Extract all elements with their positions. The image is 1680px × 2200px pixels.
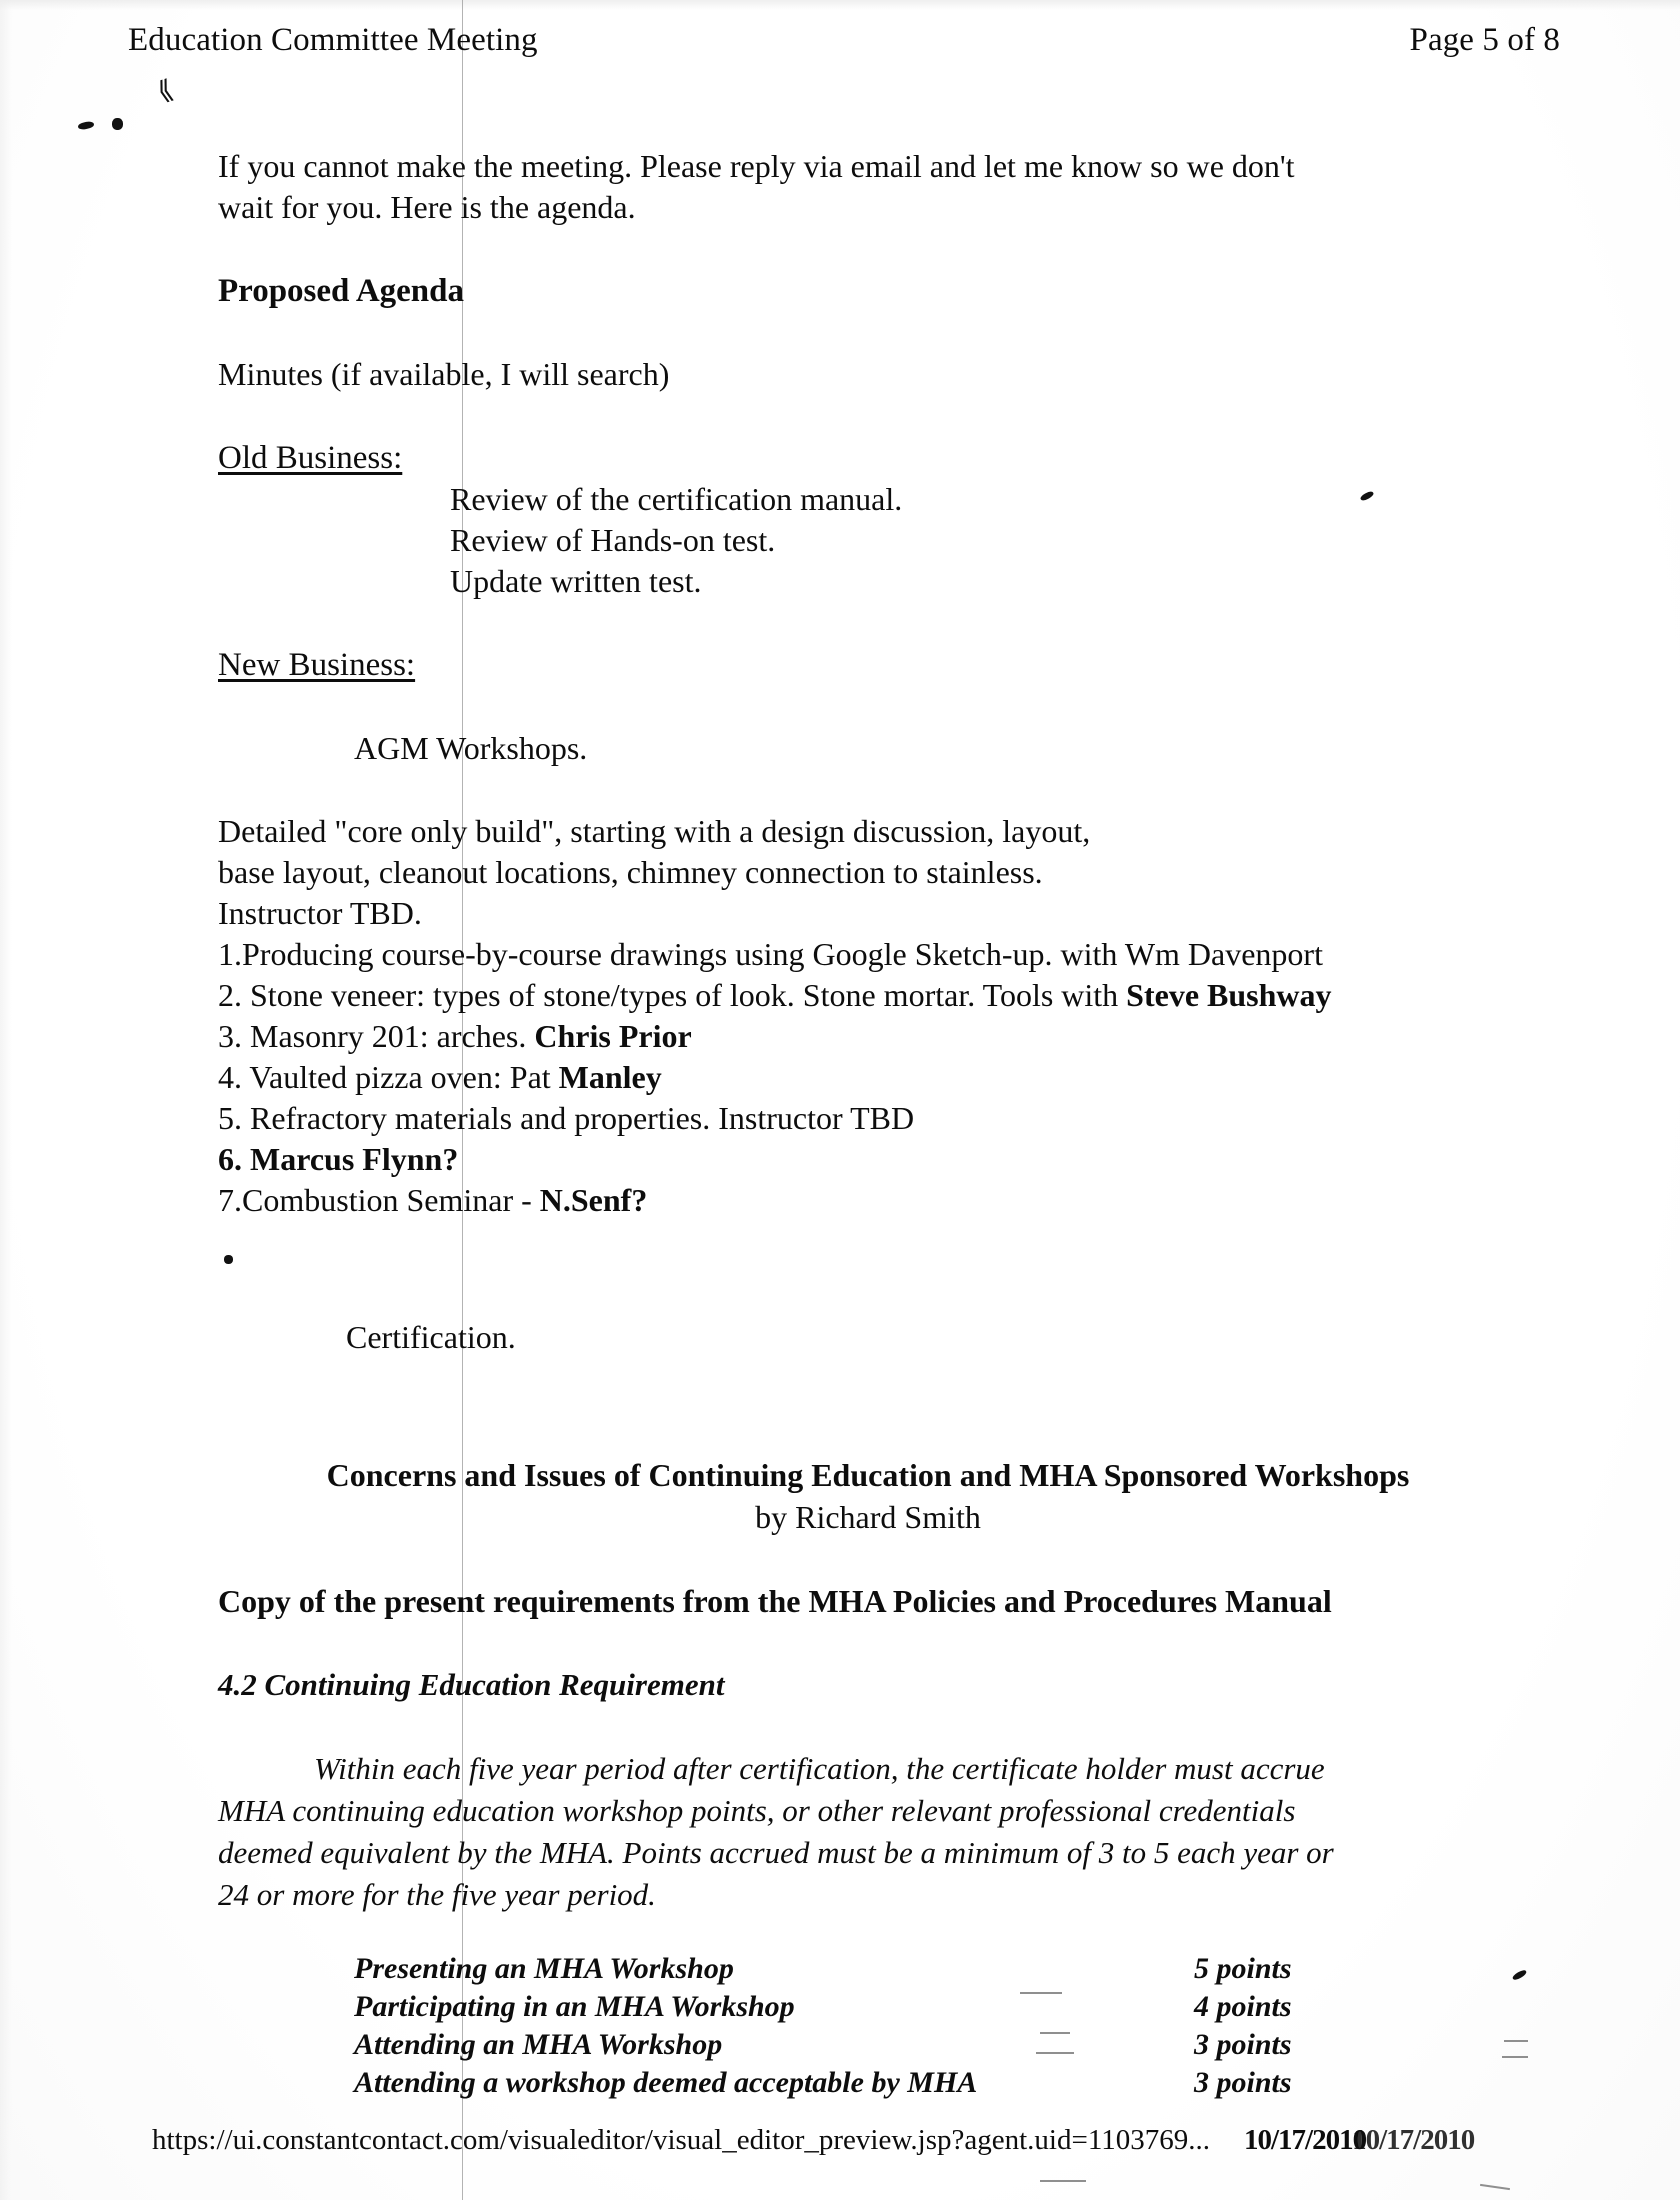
old-business-item: Review of the certification manual. — [450, 481, 903, 517]
old-business-heading: Old Business: — [218, 440, 403, 476]
minutes-line: Minutes (if available, I will search) — [218, 356, 670, 392]
detail-line-1: Detailed "core only build", starting with a design discussion, layout, — [218, 813, 1091, 849]
workshop-item-number: 1. — [218, 936, 242, 972]
scan-speck-2 — [112, 118, 123, 130]
intro-line-1: If you cannot make the meeting. Please reply via email and let me know so we don't — [218, 148, 1295, 184]
workshop-item-text: Stone veneer: types of stone/types of look. Stone mortar. Tools with — [250, 977, 1127, 1013]
workshop-item-number: 3. — [218, 1018, 250, 1054]
page-number: Page 5 of 8 — [1409, 22, 1560, 58]
intro-paragraph — [218, 146, 1518, 228]
scan-edge-shadow-top — [0, 0, 1680, 10]
workshop-item-6 — [218, 1139, 1518, 1180]
stray-pen-mark-1: ⟪ — [153, 74, 177, 107]
section-4-2-heading: 4.2 Continuing Education Requirement — [218, 1667, 725, 1702]
points-value: 4 points — [1194, 1990, 1292, 2023]
workshop-item-4 — [218, 1057, 1518, 1098]
points-value: 3 points — [1194, 2028, 1292, 2061]
old-business-item: Update written test. — [450, 563, 702, 599]
concerns-byline: by Richard Smith — [755, 1499, 981, 1535]
workshop-item-5 — [218, 1098, 1518, 1139]
scan-dash-7 — [1480, 2184, 1510, 2190]
workshop-item-text: Vaulted pizza oven: Pat — [249, 1059, 559, 1095]
old-business-item: Review of Hands-on test. — [450, 522, 776, 558]
document-body — [218, 146, 1518, 2102]
workshop-item-7 — [218, 1180, 1518, 1221]
footer-date-stamp — [1244, 2124, 1488, 2156]
workshop-item-number: 6. — [218, 1141, 250, 1177]
table-row — [354, 2064, 1374, 2102]
quote-line-4: 24 or more for the five year period. — [218, 1877, 656, 1912]
workshop-item-presenter: N.Senf? — [539, 1182, 648, 1218]
quote-text: Within each five year period after certification, the certificate holder must accrue — [314, 1751, 1325, 1786]
workshop-item-text: Combustion Seminar - — [242, 1182, 540, 1218]
workshop-item-2 — [218, 975, 1518, 1016]
workshop-item-number: 5. — [218, 1100, 250, 1136]
workshop-item-1 — [218, 934, 1518, 975]
footer-date-stamp-ghost: 10/17/2010 — [1352, 2124, 1475, 2156]
scan-edge-shadow-left — [0, 0, 12, 2200]
workshop-item-presenter: Manley — [558, 1059, 662, 1095]
workshop-item-text: Producing course-by-course drawings using Google Sketch-up. with Wm Davenport — [242, 936, 1323, 972]
workshop-item-presenter: Steve Bushway — [1126, 977, 1332, 1013]
workshop-item-presenter: Marcus Flynn? — [250, 1141, 459, 1177]
requirement-quote — [218, 1748, 1518, 1916]
points-label: Attending an MHA Workshop — [354, 2028, 723, 2061]
detail-line-2: base layout, cleanout locations, chimney connection to stainless. — [218, 854, 1043, 890]
workshop-item-number: 4. — [218, 1059, 250, 1095]
quote-line-1 — [218, 1748, 1518, 1790]
copy-requirements-heading: Copy of the present requirements from the MHA Policies and Procedures Manual — [218, 1583, 1332, 1619]
agm-workshops-line: AGM Workshops. — [354, 730, 588, 766]
table-row — [354, 1950, 1374, 1988]
table-row — [354, 1988, 1374, 2026]
workshop-item-3 — [218, 1016, 1518, 1057]
scan-speck-1 — [78, 121, 95, 131]
quote-line-2: MHA continuing education workshop points, or other relevant professional credentials — [218, 1793, 1296, 1828]
page-footer — [152, 2122, 1592, 2158]
concerns-heading: Concerns and Issues of Continuing Education and MHA Sponsored Workshops — [326, 1457, 1410, 1493]
scan-dash-6 — [1040, 2180, 1086, 2182]
points-label: Attending a workshop deemed acceptable by MHA — [354, 2066, 978, 2099]
new-business-heading: New Business: — [218, 647, 416, 683]
workshop-item-number: 2. — [218, 977, 250, 1013]
quote-line-3: deemed equivalent by the MHA. Points accrued must be a minimum of 3 to 5 each year or — [218, 1835, 1334, 1870]
detail-line-3: Instructor TBD. — [218, 895, 422, 931]
workshop-item-presenter: Chris Prior — [534, 1018, 692, 1054]
footer-url: https://ui.constantcontact.com/visualeditor/visual_editor_preview.jsp?agent.uid=1103769... — [152, 2124, 1210, 2156]
points-label: Presenting an MHA Workshop — [354, 1952, 734, 1985]
workshop-item-text: Refractory materials and properties. Instructor TBD — [250, 1100, 915, 1136]
proposed-agenda-heading: Proposed Agenda — [218, 273, 465, 309]
points-value: 5 points — [1194, 1952, 1292, 1985]
workshop-item-number: 7. — [218, 1182, 242, 1218]
document-title: Education Committee Meeting — [128, 22, 538, 58]
points-schedule-table — [354, 1950, 1374, 2102]
intro-line-2: wait for you. Here is the agenda. — [218, 189, 636, 225]
table-row — [354, 2026, 1374, 2064]
certification-line: Certification. — [346, 1319, 516, 1355]
points-label: Participating in an MHA Workshop — [354, 1990, 795, 2023]
old-business-list — [450, 479, 1518, 602]
workshop-item-text: Masonry 201: arches. — [250, 1018, 535, 1054]
page-header — [0, 22, 1680, 59]
points-value: 3 points — [1194, 2066, 1292, 2099]
footer-date-stamp-text: 10/17/2010 — [1244, 2124, 1367, 2156]
